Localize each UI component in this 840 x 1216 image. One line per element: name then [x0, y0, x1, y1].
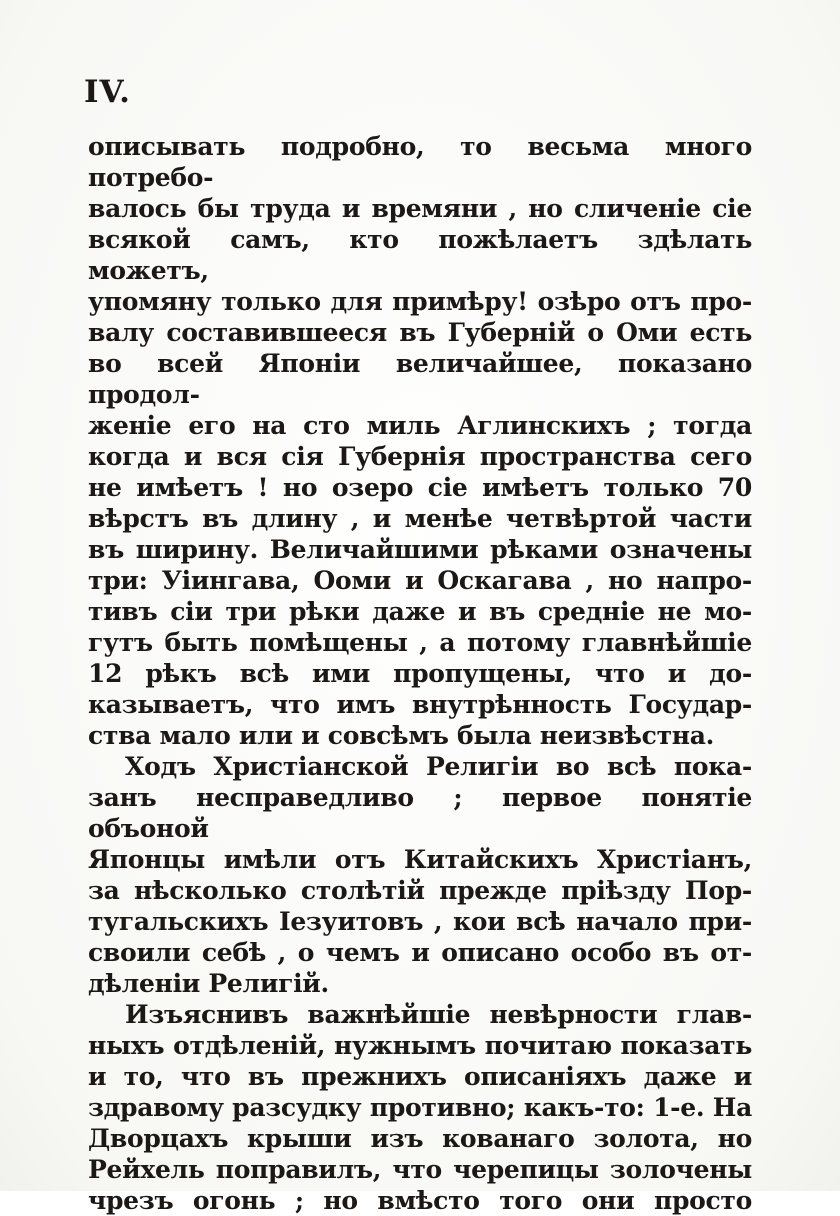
paragraph [88, 999, 752, 1216]
paragraph [88, 131, 752, 751]
text-line: 12 рѣкъ всѣ ими пропущены, что и до- [88, 659, 752, 688]
text-line: Дворцахъ крыши изъ кованаго золота, но [88, 1124, 752, 1153]
text-line: здравому разсудку противно; какъ-то: 1-е. На [88, 1093, 752, 1122]
text-line: Ходъ Христіанской Религіи во всѣ пока- [125, 752, 752, 781]
section-number: IV. [84, 74, 131, 110]
page-text [88, 131, 752, 1216]
text-line: три: Уіингава, Ооми и Оскагава , но напро- [88, 566, 752, 595]
text-line: чрезъ огонь ; но вмѣсто того они просто [88, 1186, 752, 1215]
text-line: и то, что въ прежнихъ описаніяхъ даже и [88, 1062, 752, 1091]
text-line: за нѣсколько столѣтій прежде пріѣзду Пор- [88, 876, 752, 905]
text-line: тугальскихъ Іезуитовъ , кои всѣ начало при- [88, 907, 752, 936]
text-line: Японцы имѣли отъ Китайскихъ Христіанъ, [88, 845, 752, 874]
text-line: валу составившееся въ Губерній о Оми есть [88, 318, 752, 347]
text-line: казываетъ, что имъ внутрѣнность Государ- [88, 690, 752, 719]
text-line: ныхъ отдѣленій, нужнымъ почитаю показать [88, 1031, 752, 1060]
text-line: когда и вся сія Губернія пространства сего [88, 442, 752, 471]
text-line: вѣрстъ въ длину , и менѣе четвѣртой части [88, 504, 752, 533]
paragraph [88, 751, 752, 999]
text-line: не имѣетъ ! но озеро сіе имѣетъ только 70 [88, 473, 752, 502]
text-line: описывать подробно, то весьма много потребо- [88, 132, 752, 192]
text-line: своили себѣ , о чемъ и описано особо въ от- [88, 938, 752, 967]
text-line: въ ширину. Величайшими рѣками означены [88, 535, 752, 564]
text-line: дѣленіи Религій. [88, 969, 329, 998]
text-line: ства мало или и совсѣмъ была неизвѣстна. [88, 721, 715, 750]
text-line: Изъяснивъ важнѣйшіе невѣрности глав- [125, 1000, 752, 1029]
text-line: всякой самъ, кто пожѣлаетъ здѣлать можетъ, [88, 225, 752, 285]
text-line: гутъ быть помѣщены , а потому главнѣйшіе [88, 628, 752, 657]
text-line: тивъ сіи три рѣки даже и въ средніе не мо- [88, 597, 752, 626]
text-line: женіе его на сто миль Аглинскихъ ; тогда [88, 411, 752, 440]
text-line: занъ несправедливо ; первое понятіе объоной [88, 783, 752, 843]
text-line: во всей Японіи величайшее, показано продол- [88, 349, 752, 409]
text-line: валось бы труда и времяни , но сличеніе сіе [88, 194, 752, 223]
text-line: Рейхель поправилъ, что черепицы золочены [88, 1155, 752, 1184]
text-line: упомяну только для примѣру! озѣро отъ про- [88, 287, 752, 316]
